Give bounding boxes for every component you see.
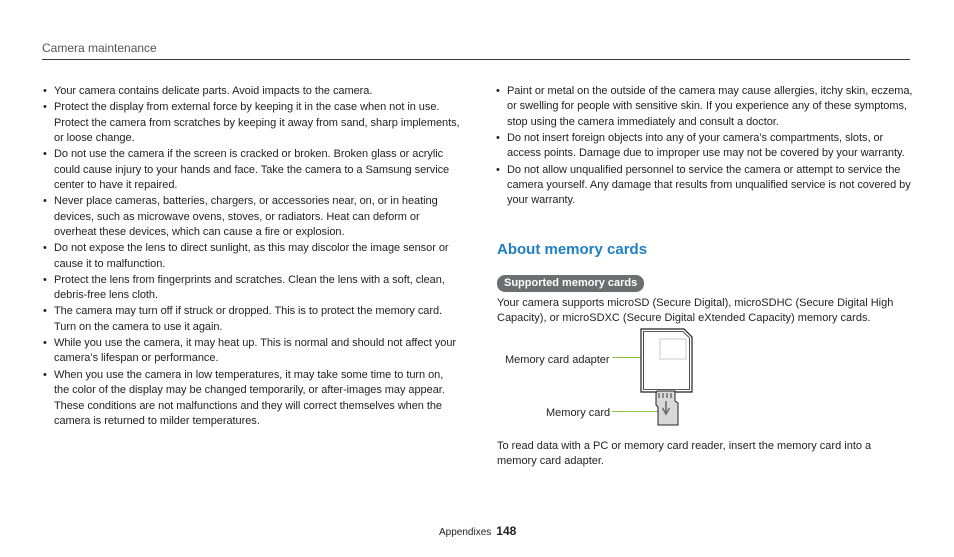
page-footer [439,524,516,540]
adapter-instruction-text: To read data with a PC or memory card reader, insert the memory card into a memory card adapter. [497,440,872,468]
section-heading: About memory cards [497,241,648,258]
header-title: Camera maintenance [42,41,157,55]
list-item: • Do not expose the lens to direct sunlight, as this may discolor the image sensor or cause it to malfunction. [42,241,460,272]
list-item: • Protect the lens from fingerprints and scratches. Clean the lens with a soft, clean, debris-free lens cloth. [42,273,460,304]
page-number: 148 [496,524,517,538]
list-item: • Do not allow unqualified personnel to service the camera or attempt to service the camera yourself. Any damage that results from unqualified service is not covered by your warranty. [495,163,915,209]
microsd-card-icon [656,391,678,425]
list-item: • Protect the display from external force by keeping it in the case when not in use. Protect the camera from scratches by keeping it away from sand, sharp implements, or loose change. [42,100,460,146]
list-item: • Never place cameras, batteries, chargers, or accessories near, on, or in heating devices, such as microwave ovens, stoves, or radiators. Heat can deform or overheat these devices, which can cause a fire or explosion. [42,194,460,240]
page-header [42,41,910,60]
list-item: • Your camera contains delicate parts. Avoid impacts to the camera. [42,84,460,99]
list-item: • Do not insert foreign objects into any of your camera’s compartments, slots, or access points. Damage due to improper use may not be covered by your warranty. [495,131,915,162]
adapter-label: Memory card adapter [505,354,610,366]
card-label: Memory card [546,407,611,419]
list-item: • While you use the camera, it may heat up. This is normal and should not affect your camera’s lifespan or performance. [42,336,460,367]
left-bullet-list [42,84,460,430]
subsection-badge: Supported memory cards [497,275,644,292]
footer-section: Appendixes [439,527,492,538]
list-item: • Do not use the camera if the screen is cracked or broken. Broken glass or acrylic could cause injury to your hands and face. Take the camera to a Samsung service center to have it repaired. [42,147,460,193]
list-item: • The camera may turn off if struck or dropped. This is to protect the memory card. Turn on the camera to use it again. [42,304,460,335]
list-item: • Paint or metal on the outside of the camera may cause allergies, itchy skin, eczema, or swelling for people with sensitive skin. If you experience any of these symptoms, stop using the camera immediately and consult a doctor. [495,84,915,130]
right-bullet-list [495,84,915,210]
supported-cards-text: Your camera supports microSD (Secure Digital), microSDHC (Secure Digital High Capacity), or microSDXC (Secure Digital eXtended Capacity) memory cards. [497,297,894,325]
sd-adapter-icon [641,329,692,392]
memory-card-illustration [612,327,696,437]
list-item: • When you use the camera in low temperatures, it may take some time to turn on, the color of the display may be changed temporarily, or after-images may appear. These conditions are not malfunctions and they will correct themselves when the camera is returned to milder temperatures. [42,368,460,430]
